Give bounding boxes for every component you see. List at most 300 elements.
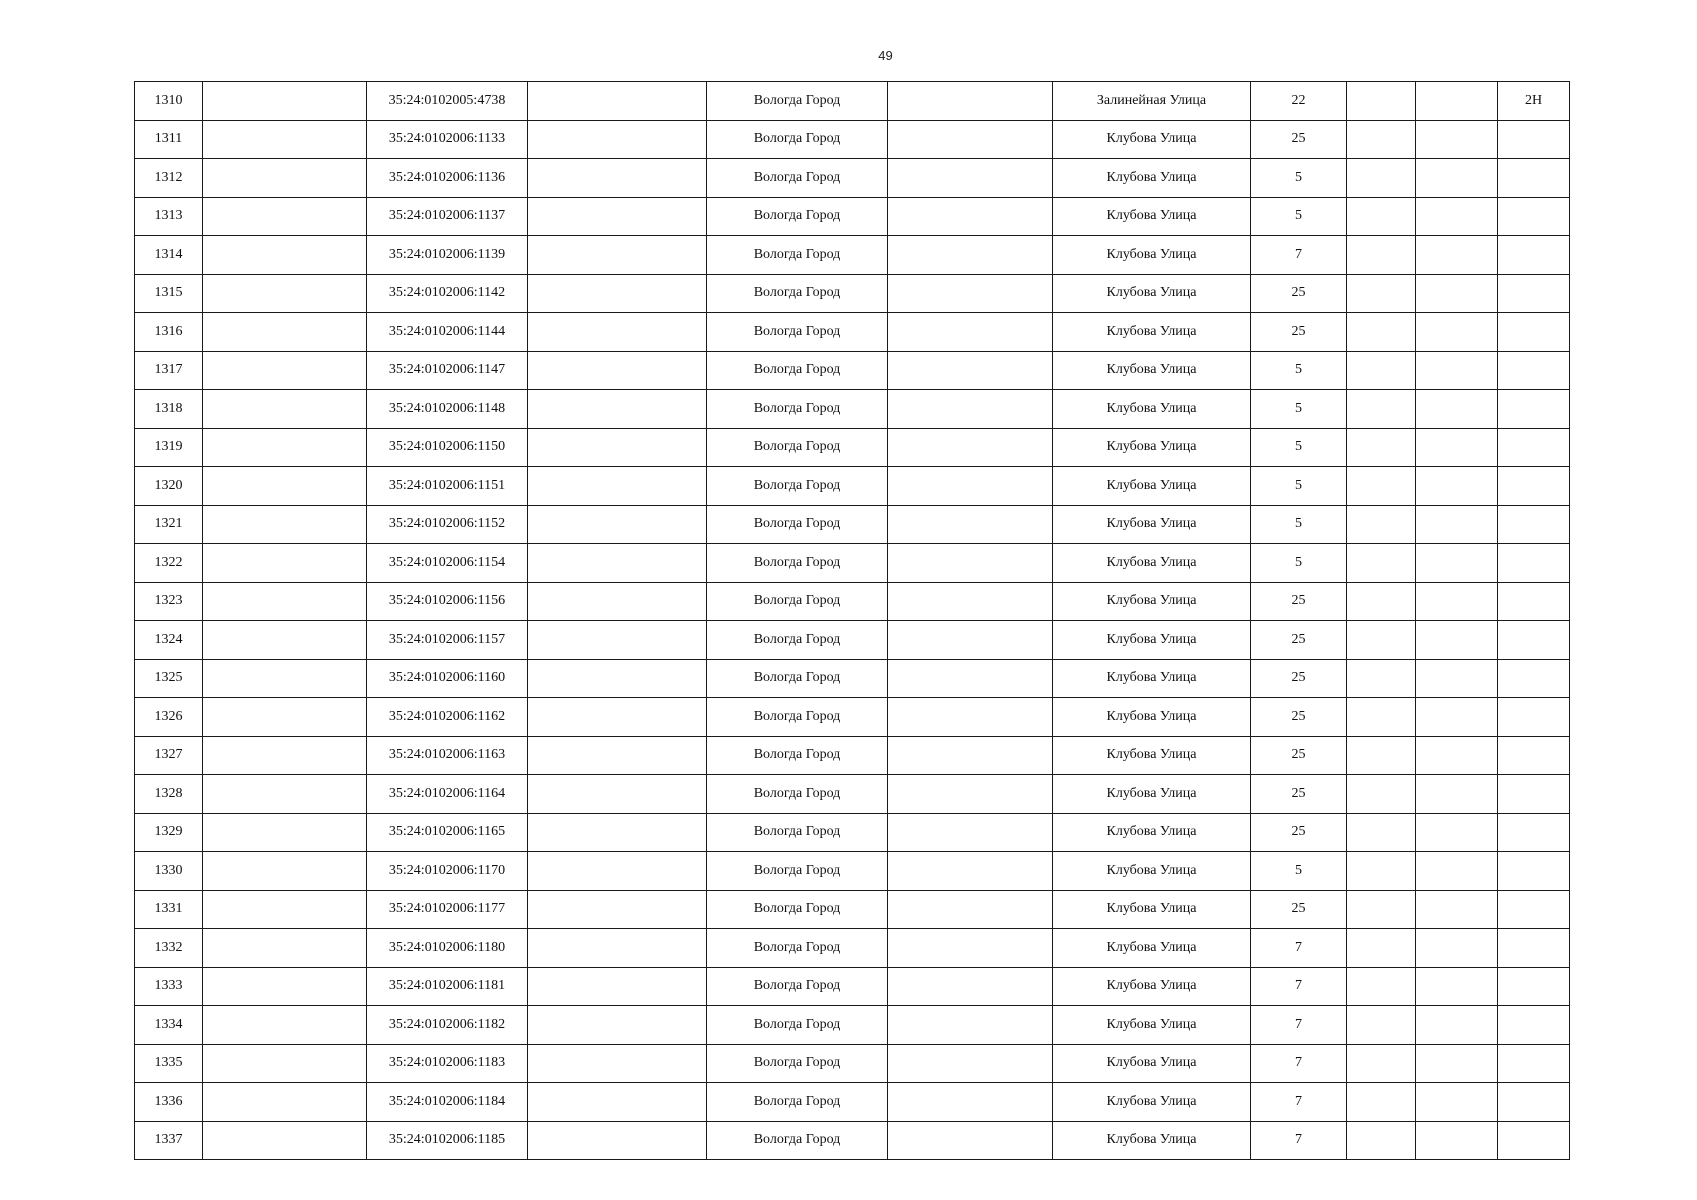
table-row [135, 313, 1570, 352]
cell-city: Вологда Город [707, 929, 888, 968]
cell-row-number: 1325 [135, 659, 203, 698]
cell-city: Вологда Город [707, 544, 888, 583]
cell-house-number: 5 [1251, 428, 1347, 467]
cell-house-number: 5 [1251, 852, 1347, 891]
cell-street: Клубова Улица [1053, 775, 1251, 814]
cell-empty [1347, 582, 1416, 621]
cell-row-number: 1320 [135, 467, 203, 506]
cell-street: Клубова Улица [1053, 428, 1251, 467]
table-row [135, 967, 1570, 1006]
cell-empty [1347, 967, 1416, 1006]
cell-row-number: 1310 [135, 82, 203, 121]
cell-row-number: 1334 [135, 1006, 203, 1045]
cell-cadastral-number: 35:24:0102006:1156 [367, 582, 528, 621]
cell-cadastral-number: 35:24:0102006:1157 [367, 621, 528, 660]
table-row [135, 82, 1570, 121]
cell-street: Клубова Улица [1053, 698, 1251, 737]
cell-empty [1416, 659, 1498, 698]
cell-row-number: 1324 [135, 621, 203, 660]
cell-premises [1498, 1121, 1570, 1160]
cell-empty [1416, 428, 1498, 467]
page-number: 49 [878, 48, 893, 63]
table-row [135, 197, 1570, 236]
cell-city: Вологда Город [707, 1044, 888, 1083]
table-row [135, 736, 1570, 775]
cell-row-number: 1323 [135, 582, 203, 621]
table-row [135, 1083, 1570, 1122]
cell-empty [528, 274, 707, 313]
cell-house-number: 5 [1251, 505, 1347, 544]
cell-row-number: 1337 [135, 1121, 203, 1160]
cell-empty [888, 390, 1053, 429]
cell-empty [1347, 852, 1416, 891]
cell-city: Вологда Город [707, 120, 888, 159]
cell-empty [888, 428, 1053, 467]
cell-empty [203, 82, 367, 121]
cell-city: Вологда Город [707, 467, 888, 506]
cell-cadastral-number: 35:24:0102006:1177 [367, 890, 528, 929]
cell-empty [203, 890, 367, 929]
cell-street: Клубова Улица [1053, 313, 1251, 352]
cell-empty [1416, 929, 1498, 968]
table-row [135, 274, 1570, 313]
cell-empty [1416, 852, 1498, 891]
cell-empty [1347, 929, 1416, 968]
cell-empty [1347, 505, 1416, 544]
table-row [135, 390, 1570, 429]
table-row [135, 1044, 1570, 1083]
cell-cadastral-number: 35:24:0102006:1184 [367, 1083, 528, 1122]
cell-empty [1347, 1083, 1416, 1122]
cell-premises [1498, 1006, 1570, 1045]
cell-empty [528, 775, 707, 814]
cell-empty [203, 698, 367, 737]
cell-empty [528, 929, 707, 968]
cell-house-number: 25 [1251, 659, 1347, 698]
cell-empty [203, 967, 367, 1006]
cell-empty [888, 775, 1053, 814]
cell-house-number: 7 [1251, 929, 1347, 968]
cell-empty [888, 544, 1053, 583]
cell-empty [203, 621, 367, 660]
cell-empty [1416, 967, 1498, 1006]
cell-empty [203, 852, 367, 891]
cell-empty [1416, 159, 1498, 198]
cell-street: Клубова Улица [1053, 582, 1251, 621]
table-row [135, 544, 1570, 583]
cell-street: Клубова Улица [1053, 159, 1251, 198]
cell-empty [1347, 1121, 1416, 1160]
cell-house-number: 7 [1251, 1044, 1347, 1083]
cell-empty [1416, 1083, 1498, 1122]
table-row [135, 813, 1570, 852]
cell-row-number: 1330 [135, 852, 203, 891]
cell-empty [1347, 544, 1416, 583]
table-row [135, 236, 1570, 275]
cell-cadastral-number: 35:24:0102006:1154 [367, 544, 528, 583]
cell-empty [528, 120, 707, 159]
cell-empty [203, 505, 367, 544]
cell-premises [1498, 467, 1570, 506]
cell-empty [528, 428, 707, 467]
table-row [135, 505, 1570, 544]
cell-street: Клубова Улица [1053, 1006, 1251, 1045]
cell-city: Вологда Город [707, 852, 888, 891]
cell-row-number: 1328 [135, 775, 203, 814]
table-row [135, 120, 1570, 159]
cell-premises [1498, 505, 1570, 544]
cell-empty [203, 1006, 367, 1045]
cell-street: Залинейная Улица [1053, 82, 1251, 121]
cell-empty [1347, 159, 1416, 198]
cell-cadastral-number: 35:24:0102006:1147 [367, 351, 528, 390]
cell-house-number: 25 [1251, 890, 1347, 929]
cell-premises [1498, 890, 1570, 929]
cell-empty [1347, 390, 1416, 429]
cell-street: Клубова Улица [1053, 544, 1251, 583]
cell-empty [1416, 736, 1498, 775]
cell-empty [888, 698, 1053, 737]
table-row [135, 1006, 1570, 1045]
cell-empty [203, 736, 367, 775]
cell-empty [528, 659, 707, 698]
cell-empty [528, 159, 707, 198]
cell-premises [1498, 621, 1570, 660]
cell-empty [1347, 236, 1416, 275]
cell-empty [203, 659, 367, 698]
cell-premises [1498, 544, 1570, 583]
cell-empty [1347, 467, 1416, 506]
table-row [135, 1121, 1570, 1160]
cell-empty [1416, 120, 1498, 159]
cell-empty [203, 467, 367, 506]
cell-empty [888, 967, 1053, 1006]
cell-empty [528, 582, 707, 621]
cell-cadastral-number: 35:24:0102006:1137 [367, 197, 528, 236]
cell-empty [203, 775, 367, 814]
cell-empty [528, 236, 707, 275]
cell-cadastral-number: 35:24:0102006:1139 [367, 236, 528, 275]
cell-city: Вологда Город [707, 1121, 888, 1160]
cell-empty [203, 813, 367, 852]
cell-empty [1416, 890, 1498, 929]
cell-cadastral-number: 35:24:0102006:1152 [367, 505, 528, 544]
cell-empty [203, 1121, 367, 1160]
cell-city: Вологда Город [707, 197, 888, 236]
cell-cadastral-number: 35:24:0102006:1160 [367, 659, 528, 698]
cell-empty [528, 351, 707, 390]
cell-empty [1347, 82, 1416, 121]
cell-empty [528, 967, 707, 1006]
cell-street: Клубова Улица [1053, 1044, 1251, 1083]
cell-empty [528, 736, 707, 775]
table-row [135, 621, 1570, 660]
cell-premises [1498, 313, 1570, 352]
cell-house-number: 25 [1251, 813, 1347, 852]
cell-premises [1498, 929, 1570, 968]
cell-empty [1416, 813, 1498, 852]
cell-house-number: 5 [1251, 544, 1347, 583]
cell-premises: 2Н [1498, 82, 1570, 121]
cell-premises [1498, 698, 1570, 737]
cell-street: Клубова Улица [1053, 467, 1251, 506]
cell-empty [888, 929, 1053, 968]
cell-empty [1347, 890, 1416, 929]
cell-empty [203, 351, 367, 390]
cell-premises [1498, 274, 1570, 313]
cell-premises [1498, 775, 1570, 814]
cell-house-number: 5 [1251, 390, 1347, 429]
cell-empty [1416, 1044, 1498, 1083]
cell-row-number: 1327 [135, 736, 203, 775]
cell-empty [888, 890, 1053, 929]
cell-street: Клубова Улица [1053, 813, 1251, 852]
cell-street: Клубова Улица [1053, 659, 1251, 698]
cell-cadastral-number: 35:24:0102006:1162 [367, 698, 528, 737]
table-row [135, 467, 1570, 506]
table-row [135, 351, 1570, 390]
cell-empty [888, 659, 1053, 698]
cell-empty [1347, 428, 1416, 467]
cell-empty [1347, 659, 1416, 698]
cell-empty [1416, 505, 1498, 544]
cell-premises [1498, 197, 1570, 236]
cell-empty [1347, 775, 1416, 814]
cell-empty [888, 120, 1053, 159]
cell-empty [888, 313, 1053, 352]
cell-street: Клубова Улица [1053, 621, 1251, 660]
cell-row-number: 1311 [135, 120, 203, 159]
cell-empty [1347, 1006, 1416, 1045]
cell-empty [528, 390, 707, 429]
cell-street: Клубова Улица [1053, 1121, 1251, 1160]
cell-city: Вологда Город [707, 967, 888, 1006]
cell-city: Вологда Город [707, 351, 888, 390]
cell-house-number: 5 [1251, 467, 1347, 506]
cell-empty [1416, 1121, 1498, 1160]
cell-premises [1498, 813, 1570, 852]
cell-empty [888, 852, 1053, 891]
cell-empty [528, 698, 707, 737]
cell-empty [1416, 351, 1498, 390]
cell-empty [888, 159, 1053, 198]
cell-city: Вологда Город [707, 890, 888, 929]
cell-empty [888, 1121, 1053, 1160]
cell-empty [1347, 736, 1416, 775]
cell-empty [1416, 582, 1498, 621]
cell-row-number: 1314 [135, 236, 203, 275]
cell-empty [888, 1006, 1053, 1045]
cell-empty [203, 197, 367, 236]
cell-house-number: 25 [1251, 775, 1347, 814]
cell-city: Вологда Город [707, 159, 888, 198]
cell-empty [528, 197, 707, 236]
cell-street: Клубова Улица [1053, 890, 1251, 929]
registry-body [135, 82, 1570, 1160]
cell-cadastral-number: 35:24:0102006:1185 [367, 1121, 528, 1160]
cell-empty [1347, 197, 1416, 236]
cell-premises [1498, 967, 1570, 1006]
cell-empty [203, 390, 367, 429]
cell-cadastral-number: 35:24:0102005:4738 [367, 82, 528, 121]
cell-house-number: 25 [1251, 698, 1347, 737]
cell-house-number: 25 [1251, 313, 1347, 352]
cell-cadastral-number: 35:24:0102006:1136 [367, 159, 528, 198]
cell-premises [1498, 1044, 1570, 1083]
cell-empty [528, 313, 707, 352]
cell-street: Клубова Улица [1053, 967, 1251, 1006]
table-row [135, 428, 1570, 467]
cell-cadastral-number: 35:24:0102006:1148 [367, 390, 528, 429]
cell-empty [888, 274, 1053, 313]
cell-city: Вологда Город [707, 736, 888, 775]
cell-city: Вологда Город [707, 813, 888, 852]
cell-cadastral-number: 35:24:0102006:1133 [367, 120, 528, 159]
cell-empty [528, 852, 707, 891]
cell-house-number: 7 [1251, 236, 1347, 275]
cell-premises [1498, 390, 1570, 429]
cell-empty [528, 813, 707, 852]
cell-street: Клубова Улица [1053, 852, 1251, 891]
cell-premises [1498, 736, 1570, 775]
cell-cadastral-number: 35:24:0102006:1170 [367, 852, 528, 891]
cell-empty [1347, 621, 1416, 660]
cell-row-number: 1326 [135, 698, 203, 737]
cell-city: Вологда Город [707, 390, 888, 429]
cell-street: Клубова Улица [1053, 197, 1251, 236]
cell-city: Вологда Город [707, 505, 888, 544]
cell-empty [1347, 120, 1416, 159]
cell-street: Клубова Улица [1053, 929, 1251, 968]
cell-row-number: 1316 [135, 313, 203, 352]
table-row [135, 929, 1570, 968]
cell-empty [888, 1044, 1053, 1083]
cell-empty [1416, 621, 1498, 660]
cell-empty [1416, 313, 1498, 352]
cell-cadastral-number: 35:24:0102006:1144 [367, 313, 528, 352]
cell-house-number: 7 [1251, 1006, 1347, 1045]
cell-empty [528, 82, 707, 121]
cell-empty [888, 813, 1053, 852]
table-row [135, 852, 1570, 891]
cell-empty [528, 505, 707, 544]
cell-empty [203, 428, 367, 467]
cell-empty [203, 544, 367, 583]
cell-row-number: 1319 [135, 428, 203, 467]
cell-empty [1347, 698, 1416, 737]
cell-empty [1416, 197, 1498, 236]
cell-premises [1498, 120, 1570, 159]
registry-table [134, 81, 1570, 1160]
cell-empty [1416, 544, 1498, 583]
cell-cadastral-number: 35:24:0102006:1180 [367, 929, 528, 968]
cell-empty [528, 1083, 707, 1122]
cell-empty [888, 582, 1053, 621]
cell-empty [1347, 813, 1416, 852]
cell-empty [203, 1083, 367, 1122]
cell-empty [1347, 313, 1416, 352]
cell-house-number: 5 [1251, 159, 1347, 198]
cell-empty [1416, 775, 1498, 814]
cell-row-number: 1335 [135, 1044, 203, 1083]
cell-street: Клубова Улица [1053, 736, 1251, 775]
cell-empty [203, 274, 367, 313]
cell-empty [528, 467, 707, 506]
cell-cadastral-number: 35:24:0102006:1151 [367, 467, 528, 506]
table-row [135, 775, 1570, 814]
cell-cadastral-number: 35:24:0102006:1165 [367, 813, 528, 852]
cell-empty [528, 544, 707, 583]
cell-empty [888, 82, 1053, 121]
cell-row-number: 1332 [135, 929, 203, 968]
table-row [135, 582, 1570, 621]
cell-street: Клубова Улица [1053, 390, 1251, 429]
cell-city: Вологда Город [707, 1083, 888, 1122]
cell-empty [1347, 351, 1416, 390]
cell-house-number: 7 [1251, 1083, 1347, 1122]
cell-street: Клубова Улица [1053, 351, 1251, 390]
cell-premises [1498, 582, 1570, 621]
cell-empty [203, 120, 367, 159]
cell-city: Вологда Город [707, 82, 888, 121]
cell-row-number: 1322 [135, 544, 203, 583]
cell-empty [528, 1121, 707, 1160]
cell-empty [203, 313, 367, 352]
cell-empty [1416, 82, 1498, 121]
cell-empty [1416, 467, 1498, 506]
cell-city: Вологда Город [707, 428, 888, 467]
cell-city: Вологда Город [707, 698, 888, 737]
cell-city: Вологда Город [707, 659, 888, 698]
cell-row-number: 1317 [135, 351, 203, 390]
cell-house-number: 25 [1251, 582, 1347, 621]
cell-empty [203, 159, 367, 198]
table-row [135, 890, 1570, 929]
cell-empty [203, 236, 367, 275]
cell-street: Клубова Улица [1053, 120, 1251, 159]
cell-premises [1498, 159, 1570, 198]
cell-house-number: 5 [1251, 351, 1347, 390]
cell-premises [1498, 659, 1570, 698]
cell-house-number: 7 [1251, 967, 1347, 1006]
cell-cadastral-number: 35:24:0102006:1142 [367, 274, 528, 313]
cell-empty [888, 621, 1053, 660]
cell-empty [1347, 274, 1416, 313]
cell-house-number: 25 [1251, 736, 1347, 775]
cell-city: Вологда Город [707, 775, 888, 814]
cell-cadastral-number: 35:24:0102006:1181 [367, 967, 528, 1006]
cell-empty [888, 467, 1053, 506]
cell-empty [528, 890, 707, 929]
cell-empty [888, 351, 1053, 390]
cell-empty [888, 505, 1053, 544]
cell-row-number: 1318 [135, 390, 203, 429]
cell-premises [1498, 351, 1570, 390]
table-row [135, 659, 1570, 698]
cell-row-number: 1331 [135, 890, 203, 929]
cell-empty [1416, 274, 1498, 313]
cell-house-number: 25 [1251, 274, 1347, 313]
cell-premises [1498, 236, 1570, 275]
cell-empty [888, 236, 1053, 275]
cell-city: Вологда Город [707, 236, 888, 275]
cell-empty [888, 197, 1053, 236]
cell-city: Вологда Город [707, 582, 888, 621]
cell-cadastral-number: 35:24:0102006:1164 [367, 775, 528, 814]
cell-house-number: 22 [1251, 82, 1347, 121]
cell-street: Клубова Улица [1053, 505, 1251, 544]
cell-street: Клубова Улица [1053, 1083, 1251, 1122]
